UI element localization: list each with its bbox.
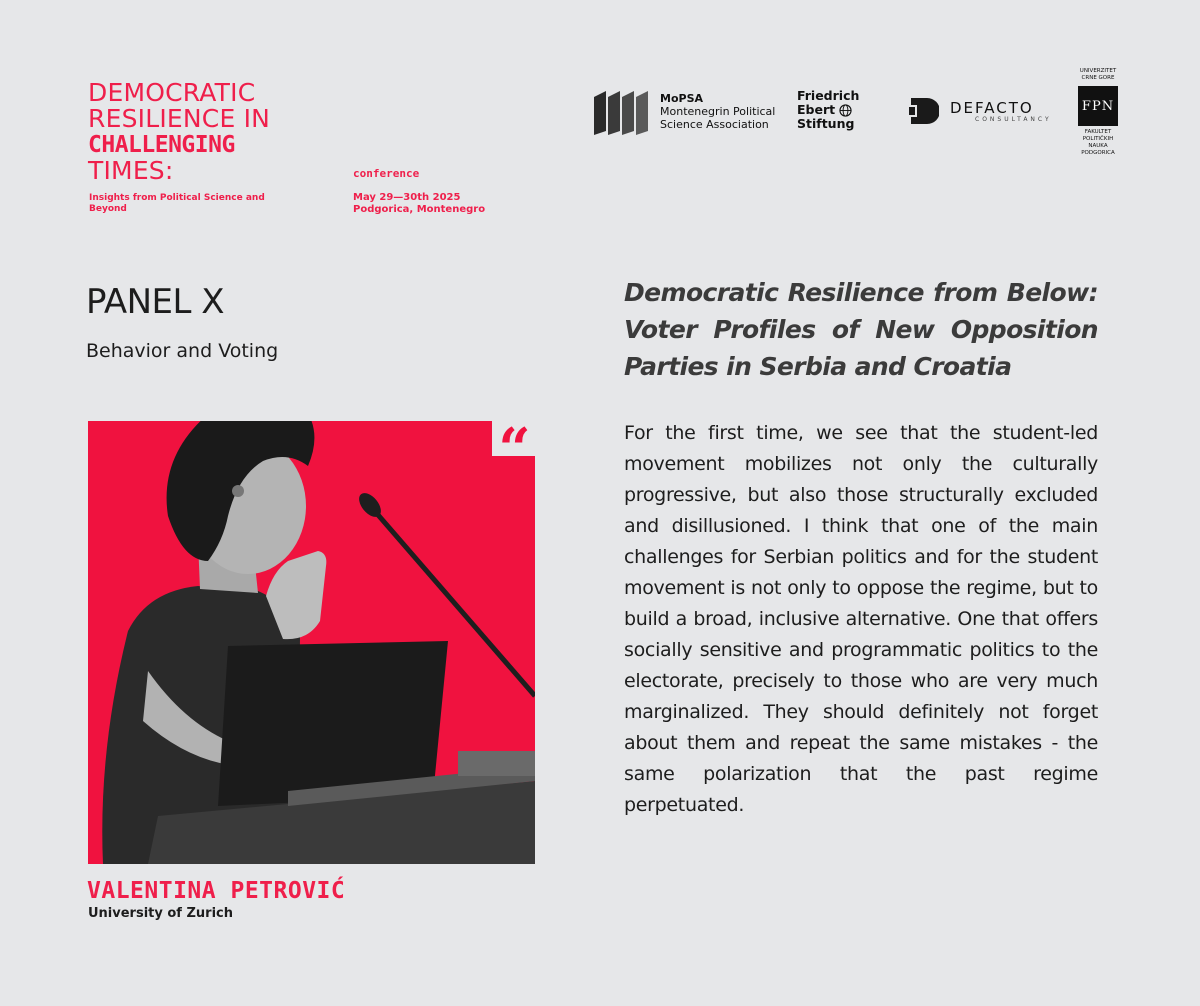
faculty-name [1068,129,1128,157]
speaker-affiliation: University of Zurich [88,906,233,921]
fes-line2: Ebert [797,102,836,117]
speaker-photo [88,421,535,864]
mopsa-logo-text [660,92,775,131]
conference-location: Podgorica, Montenegro [353,204,486,215]
conference-title-line: DEMOCRATIC [88,78,256,107]
defacto-logo-subtext: CONSULTANCY [975,116,1052,123]
talk-title: Democratic Resilience from Below: Voter Profiles of New Opposition Parties in Serbia and Croatia [624,278,1098,381]
conference-subtitle: Insights from Political Science and Beyond [89,193,265,214]
conference-label: conference [353,167,420,180]
faculty-line: FAKULTET [1084,129,1112,135]
faculty-line: POLITIČKIH [1082,136,1114,142]
mopsa-name: MoPSA [660,92,704,105]
fes-line3: Stiftung [797,116,855,131]
conference-title-line: TIMES: [88,156,174,185]
speaker-quote: For the first time, we see that the student-led movement mobilizes not only the culturally progressive, but also those structurally excluded and disillusioned. I think that one of the main challenges for Serbian politics and for the student movement is not only to oppose the regime, but to build a broad, inclusive alternative. One that offers socially sensitive and programmatic politics to the electorate, precisely to those who are very much marginalized. They should definitely not forget about them and repeat the same mistakes - the same polarization that the past regime perpetuated. [624,422,1098,816]
university-name [1070,68,1126,82]
faculty-line: NAUKA [1088,143,1108,149]
conference-title [88,80,348,184]
speaker-photo-illustration [88,421,535,864]
mopsa-logo-icon [592,89,652,137]
defacto-logo-text: DEFACTO [950,99,1034,117]
faculty-line: PODGORICA [1081,150,1115,156]
conference-date: May 29—30th 2025 [353,192,461,203]
conference-date-location [353,192,485,216]
defacto-logo-icon [907,96,939,126]
quote-mark-icon: “ [492,418,537,456]
speaker-name: VALENTINA PETROVIĆ [87,878,346,904]
university-line: UNIVERZITET [1079,68,1117,74]
fpn-logo-mark: FPN [1078,86,1118,126]
panel-subtitle: Behavior and Voting [86,340,279,362]
panel-title: PANEL X [86,282,225,322]
fes-logo [797,89,859,131]
university-line: CRNE GORE [1081,75,1115,81]
mopsa-line2: Science Association [660,118,769,131]
conference-title-line: CHALLENGING [88,132,235,158]
fes-line1: Friedrich [797,88,860,103]
conference-title-line: RESILIENCE IN [88,104,271,133]
mopsa-line1: Montenegrin Political [660,105,776,118]
